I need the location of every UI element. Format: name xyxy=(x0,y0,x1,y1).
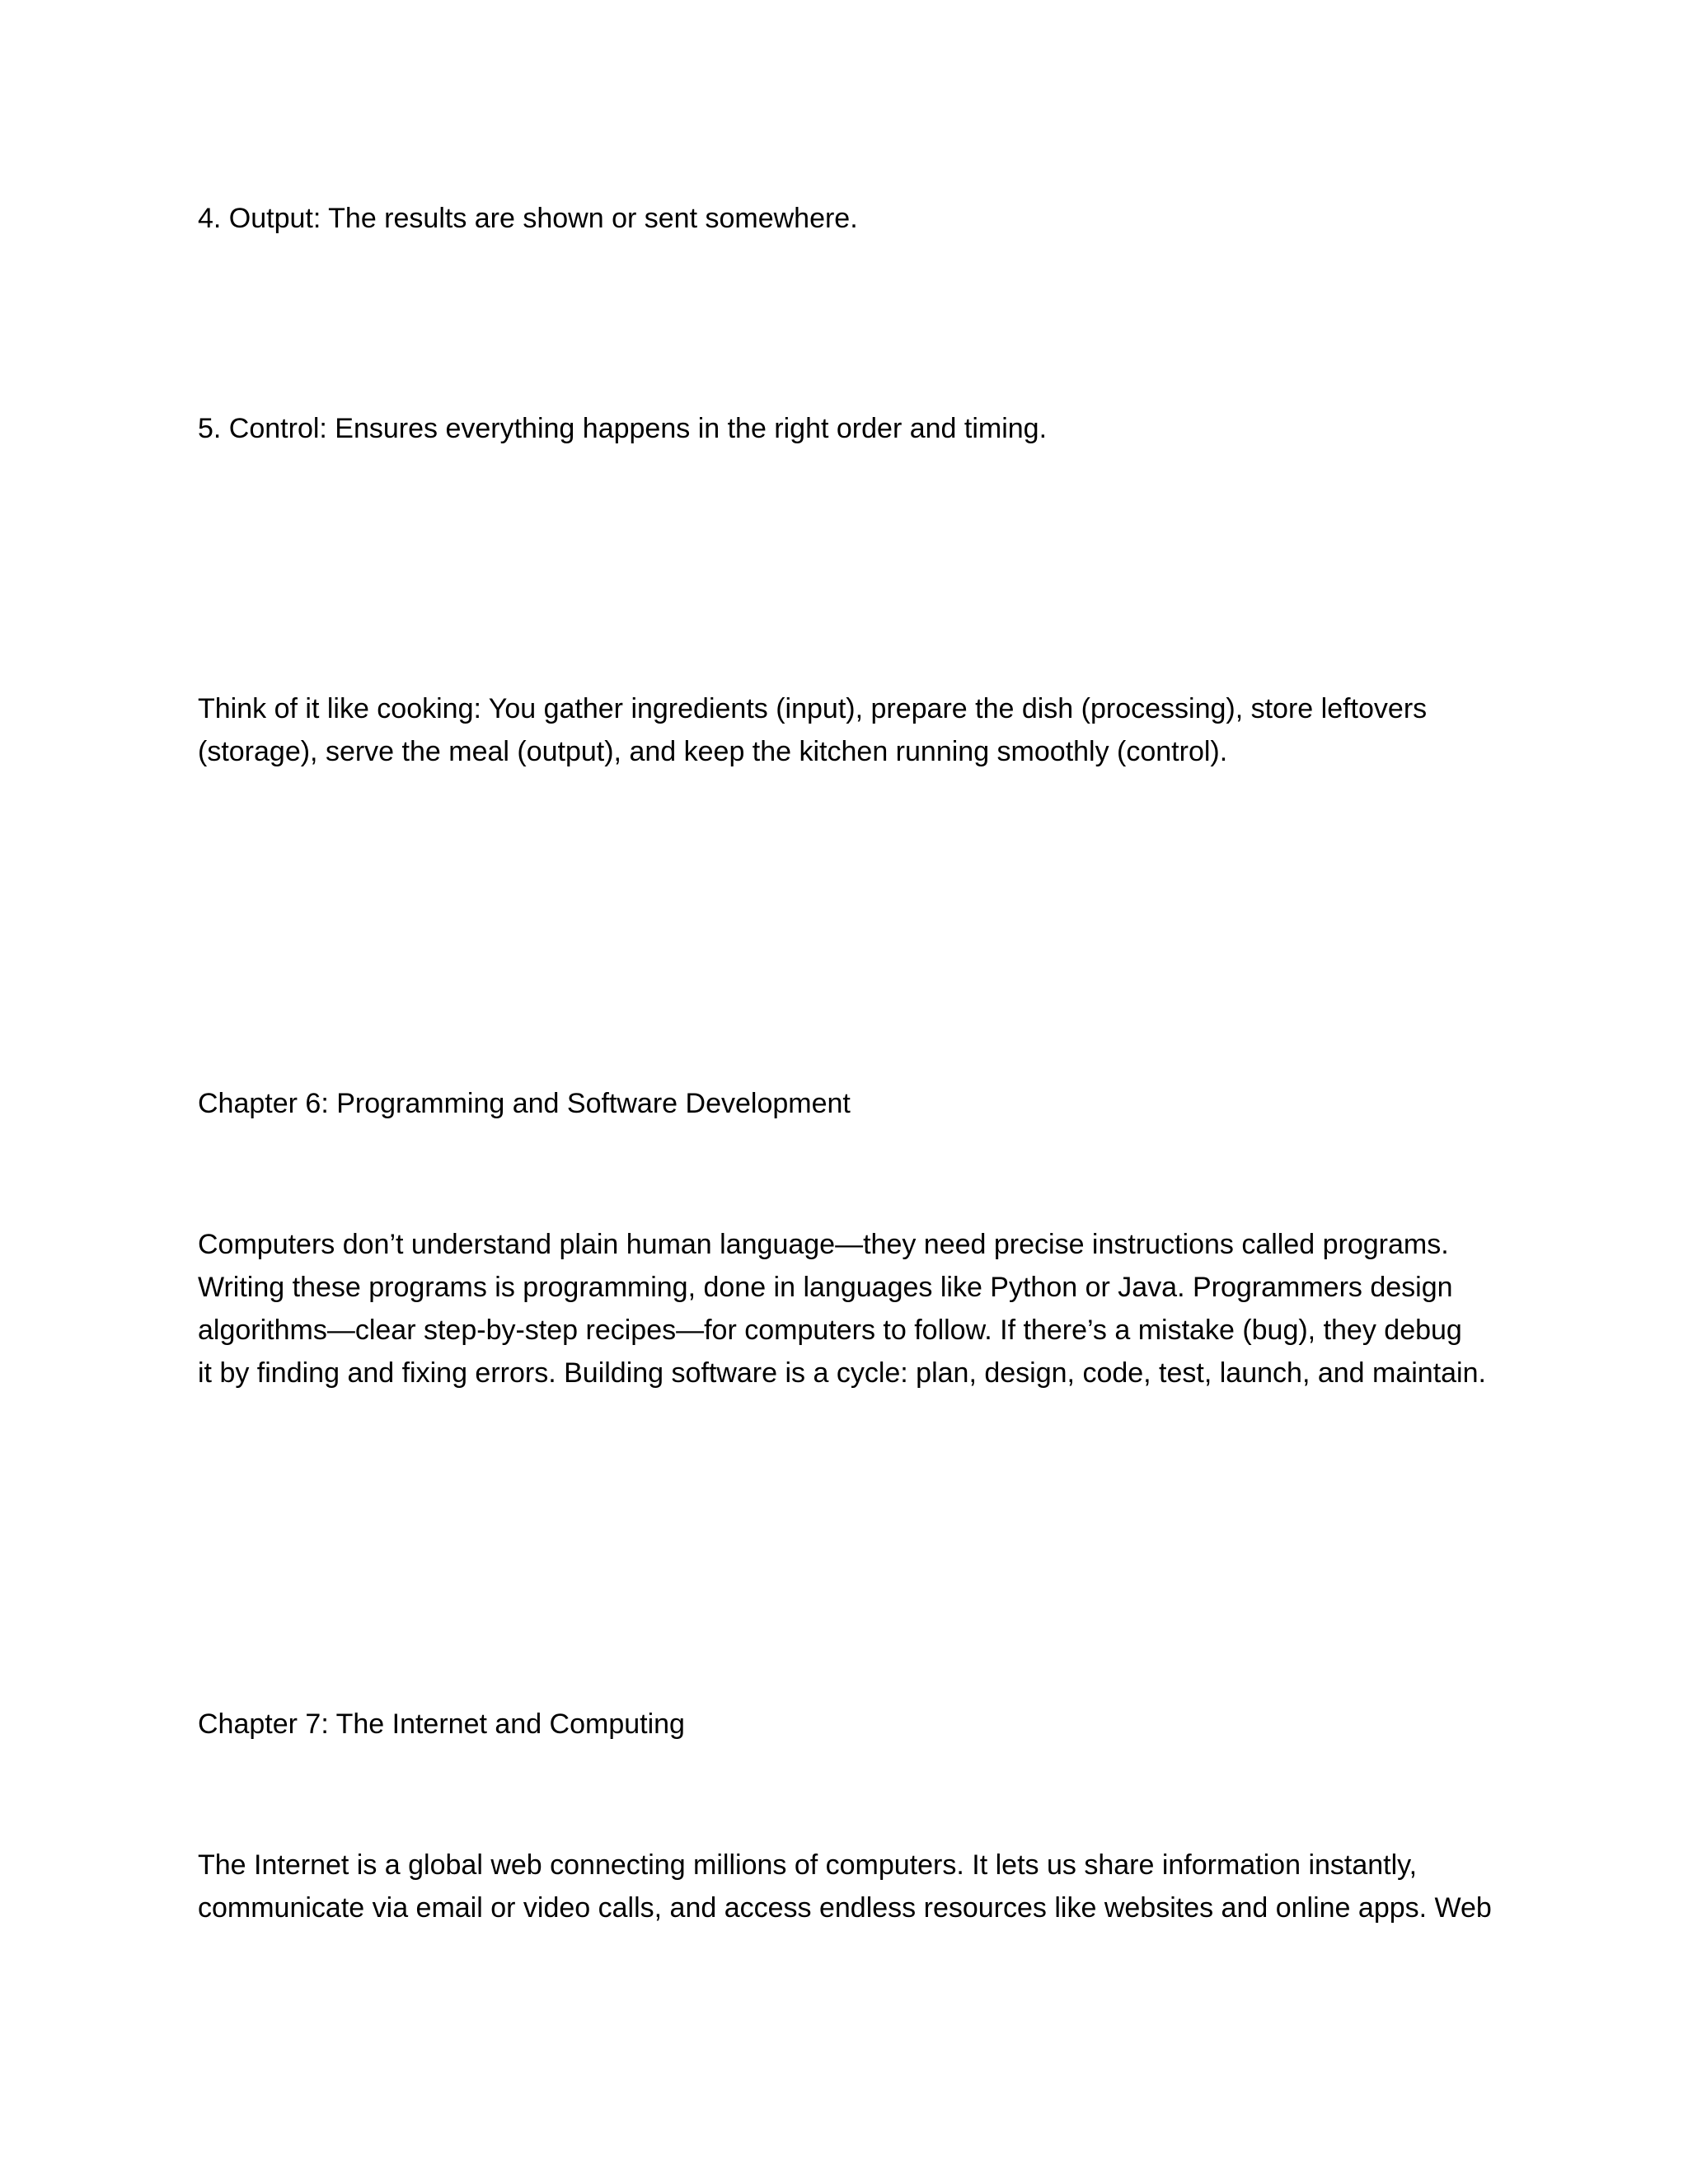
cooking-analogy-paragraph xyxy=(198,687,1517,773)
chapter-6-heading xyxy=(198,1082,1517,1125)
list-item-output xyxy=(198,197,1517,240)
text-line: Chapter 6: Programming and Software Development xyxy=(198,1088,851,1119)
list-item-control xyxy=(198,407,1517,450)
text-line: algorithms—clear step-by-step recipes—for computers to follow. If there’s a mistake (bug), they debug xyxy=(198,1315,1462,1346)
programming-paragraph xyxy=(198,1223,1517,1394)
text-line: Writing these programs is programming, done in languages like Python or Java. Programmers design xyxy=(198,1272,1453,1303)
chapter-7-heading xyxy=(198,1703,1517,1746)
text-line: The Internet is a global web connecting millions of computers. It lets us share information instantly, xyxy=(198,1849,1418,1881)
text-line: 4. Output: The results are shown or sent somewhere. xyxy=(198,203,858,234)
text-line: Chapter 7: The Internet and Computing xyxy=(198,1708,685,1740)
text-line: Think of it like cooking: You gather ingredients (input), prepare the dish (processing), store leftovers xyxy=(198,693,1428,724)
text-line: it by finding and fixing errors. Building software is a cycle: plan, design, code, test, launch, and maintain. xyxy=(198,1357,1486,1389)
text-line: 5. Control: Ensures everything happens in the right order and timing. xyxy=(198,413,1048,444)
internet-paragraph xyxy=(198,1844,1517,1929)
text-line: (storage), serve the meal (output), and keep the kitchen running smoothly (control). xyxy=(198,736,1228,767)
text-line: Computers don’t understand plain human language—they need precise instructions called programs. xyxy=(198,1229,1449,1260)
text-line: communicate via email or video calls, and access endless resources like websites and online apps. Web xyxy=(198,1892,1492,1924)
